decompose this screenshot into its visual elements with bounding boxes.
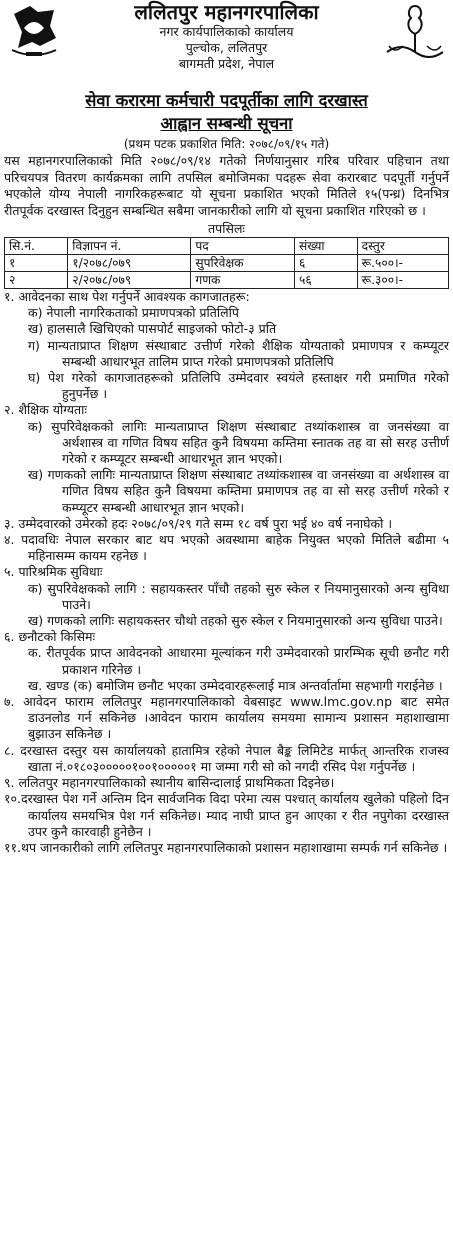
table-row — [5, 255, 449, 272]
cell-advertisement-no: २/२०७८/०७९ — [68, 272, 191, 289]
col-serial: सि.नं. — [5, 238, 68, 255]
cell-serial: २ — [5, 272, 68, 289]
section-2-item-a: क) सुपरिवेक्षकको लागिः मान्यताप्राप्त शिक्षण संस्थाबाट तथ्यांकशास्त्र वा जनसंख्या वा अर्थशास्त्र वा गणित विषय सहित कुनै विषयमा कम्तिमा स्नातक तह वा सो सरह उत्तीर्ण गरेको र कम्प्यूटर सम्बन्धी आधारभूत ज्ञान भएको। — [28, 418, 449, 467]
cell-count: ५६ — [294, 272, 357, 289]
section-1-item-b: ख) हालसालै खिचिएको पासपोर्ट साइजको फोटो-३ प्रति — [28, 321, 277, 337]
cell-post: गणक — [191, 272, 295, 289]
notice-header — [4, 0, 449, 88]
address-line-1: पुल्चोक, ललितपुर — [185, 40, 268, 55]
section-1-title: १. आवेदनका साथ पेश गर्नुपर्ने आवश्यक कागजातहरू: — [4, 289, 250, 304]
cell-fee: रू.५००।- — [357, 255, 448, 272]
col-post: पद — [191, 238, 295, 255]
section-1-item-d: घ) पेश गरेको कागजातहरूको प्रतिलिपि उम्मेदवार स्वयंले हस्ताक्षर गरी प्रमाणित गरेको हुनुपर्नेछ । — [28, 370, 449, 402]
section-11-contact: ११.थप जानकारीको लागि ललितपुर महानगरपालिकाको प्रशासन महाशाखामा सम्पर्क गर्न सकिनेछ । — [4, 839, 448, 855]
section-5-title: ५. पारिश्रमिक सुविधाः — [4, 564, 103, 580]
section-5-item-a: क) सुपरिवेक्षकको लागि : सहायकस्तर पाँचौ तहको सुरु स्केल र नियमानुसारको अन्य सुविधा पाउने। — [28, 580, 449, 612]
section-7-application-form: ७. आवेदन फाराम ललितपुर महानगरपालिकाको वेबसाइट www.lmc.gov.np बाट समेत डाउनलोड गर्न सकिनेछ ।आवेदन फाराम कार्यालय समयमा सामान्य प्रशासन महाशाखामा बुझाउन सकिनेछ । — [4, 694, 449, 742]
section-1-item-c: ग) मान्यताप्राप्त शिक्षण संस्थाबाट उत्तीर्ण गरेको शैक्षिक योग्यताको प्रमाणपत्र र कम्प्यूटर सम्बन्धी आधारभूत तालिम प्राप्त गरेको प्रमाणपत्रको प्रतिलिपि — [28, 337, 449, 369]
details-label: तपसिलः — [208, 221, 245, 236]
cell-post: सुपरिवेक्षक — [191, 255, 295, 272]
section-4-tenure: ४. पदावधिः नेपाल सरकार बाट थप भएको अवस्थामा बाहेक नियुक्त भएको मितिले बढीमा ५ महिनासम्म कायम रहनेछ । — [4, 532, 449, 564]
cell-advertisement-no: १/२०७८/०७९ — [68, 255, 191, 272]
col-count: संख्या — [294, 238, 357, 255]
lalitpur-metropolitan-logo — [385, 2, 445, 60]
section-2-title: २. शैक्षिक योग्यताः — [4, 402, 87, 418]
table-header-row — [5, 238, 449, 255]
section-5-item-b: ख) गणकको लागिः सहायकस्तर चौथो तहको सुरु स्केल र नियमानुसारको अन्य सुविधा पाउने। — [28, 613, 443, 629]
section-2-item-b: ख) गणकको लागिः मान्यताप्राप्त शिक्षण संस्थाबाट तथ्यांकशास्त्र वा जनसंख्या वा अर्थशास्त्र वा गणित विषय सहित कुनै विषयमा कम्तिमा प्रमाणपत्र तह वा सो सरह उत्तीर्ण गरेको र कम्प्यूटर सम्बन्धी आधारभूत ज्ञान भएको। — [28, 467, 449, 515]
section-1-item-a: क) नेपाली नागरिकताको प्रमाणपत्रको प्रतिलिपि — [28, 305, 239, 321]
section-3-age-limit: ३. उम्मेदवारको उमेरको हदः २०७८/०९/२९ गते सम्म १८ वर्ष पुरा भई ४० वर्ष ननाघेको । — [4, 515, 393, 531]
section-8-fee-deposit: ८. दरखास्त दस्तुर यस कार्यालयको हातामित्र रहेको नेपाल बैङ्क लिमिटेड मार्फत् आन्तरिक राजस्व खाता नं.०१८०३०००००१००१०००००१ मा जम्मा गरी सो को नगदी रसिद पेश गर्नुपर्नेछ । — [4, 742, 449, 774]
notice-intro: यस महानगरपालिकाको मिति २०७८/०९/१४ गतेको निर्णयानुसार गरिब परिवार पहिचान तथा परिचयपत्र वितरण कार्यक्रमका लागि तपसिल बमोजिमका पदहरू सेवा करारबाट पदपूर्ती गर्नुपर्ने भएकोले योग्य नेपाली नागरिकहरूबाट यो सूचना प्रकाशित भएको मितिले १५(पन्ध्र) दिनभित्र रीतपूर्वक दरखास्त दिनुहुन सम्बन्धित सबैमा जानकारीको लागि यो सूचना प्रकाशित गरिएको छ । — [4, 153, 449, 218]
organization-name: ललितपुर महानगरपालिका — [134, 0, 319, 24]
col-fee: दस्तुर — [357, 238, 448, 255]
notice-title-line-1: सेवा करारमा कर्मचारी पदपूर्तीका लागि दरखास्त — [85, 91, 368, 110]
office-name: नगर कार्यपालिकाको कार्यालय — [159, 24, 294, 39]
section-6-item-a: क. रीतपूर्वक प्राप्त आवेदनको आधारमा मूल्यांकन गरी उम्मेदवारको प्रारम्भिक सूची छनौट गरी प्रकाशन गरिनेछ । — [28, 645, 449, 677]
cell-fee: रू.३००।- — [357, 272, 448, 289]
cell-serial: १ — [5, 255, 68, 272]
cell-count: ६ — [294, 255, 357, 272]
section-6-title: ६. छनौटको किसिमः — [4, 629, 96, 645]
col-advertisement-no: विज्ञापन नं. — [68, 238, 191, 255]
notice-title-line-2: आह्वान सम्बन्धी सूचना — [160, 114, 293, 133]
section-6-item-b: ख. खण्ड (क) बमोजिम छनौट भएका उम्मेदवारहरूलाई मात्र अन्तर्वार्तामा सहभागी गराईनेछ । — [28, 677, 443, 693]
table-row — [5, 272, 449, 289]
vacancy-table — [4, 237, 449, 289]
section-9-priority: ९. ललितपुर महानगरपालिकाको स्थानीय बासिन्दालाई प्राथमिकता दिइनेछ। — [4, 775, 335, 791]
section-10-deadline: १०.दरखास्त पेश गर्ने अन्तिम दिन सार्वजनिक विदा परेमा त्यस पश्चात् कार्यालय खुलेको पहिलो दिन कार्यालय समयभित्र पेश गर्न सकिनेछ। म्याद नाघी प्राप्त हुन आएका र रीत नपुगेका दरखास्त उपर कुनै कारवाही हुनेछैन । — [4, 791, 449, 839]
publication-date: (प्रथम पटक प्रकाशित मिति: २०७८/०९/१५ गते) — [123, 137, 330, 151]
address-line-2: बागमती प्रदेश, नेपाल — [178, 56, 275, 71]
nepal-emblem-logo — [8, 2, 60, 60]
